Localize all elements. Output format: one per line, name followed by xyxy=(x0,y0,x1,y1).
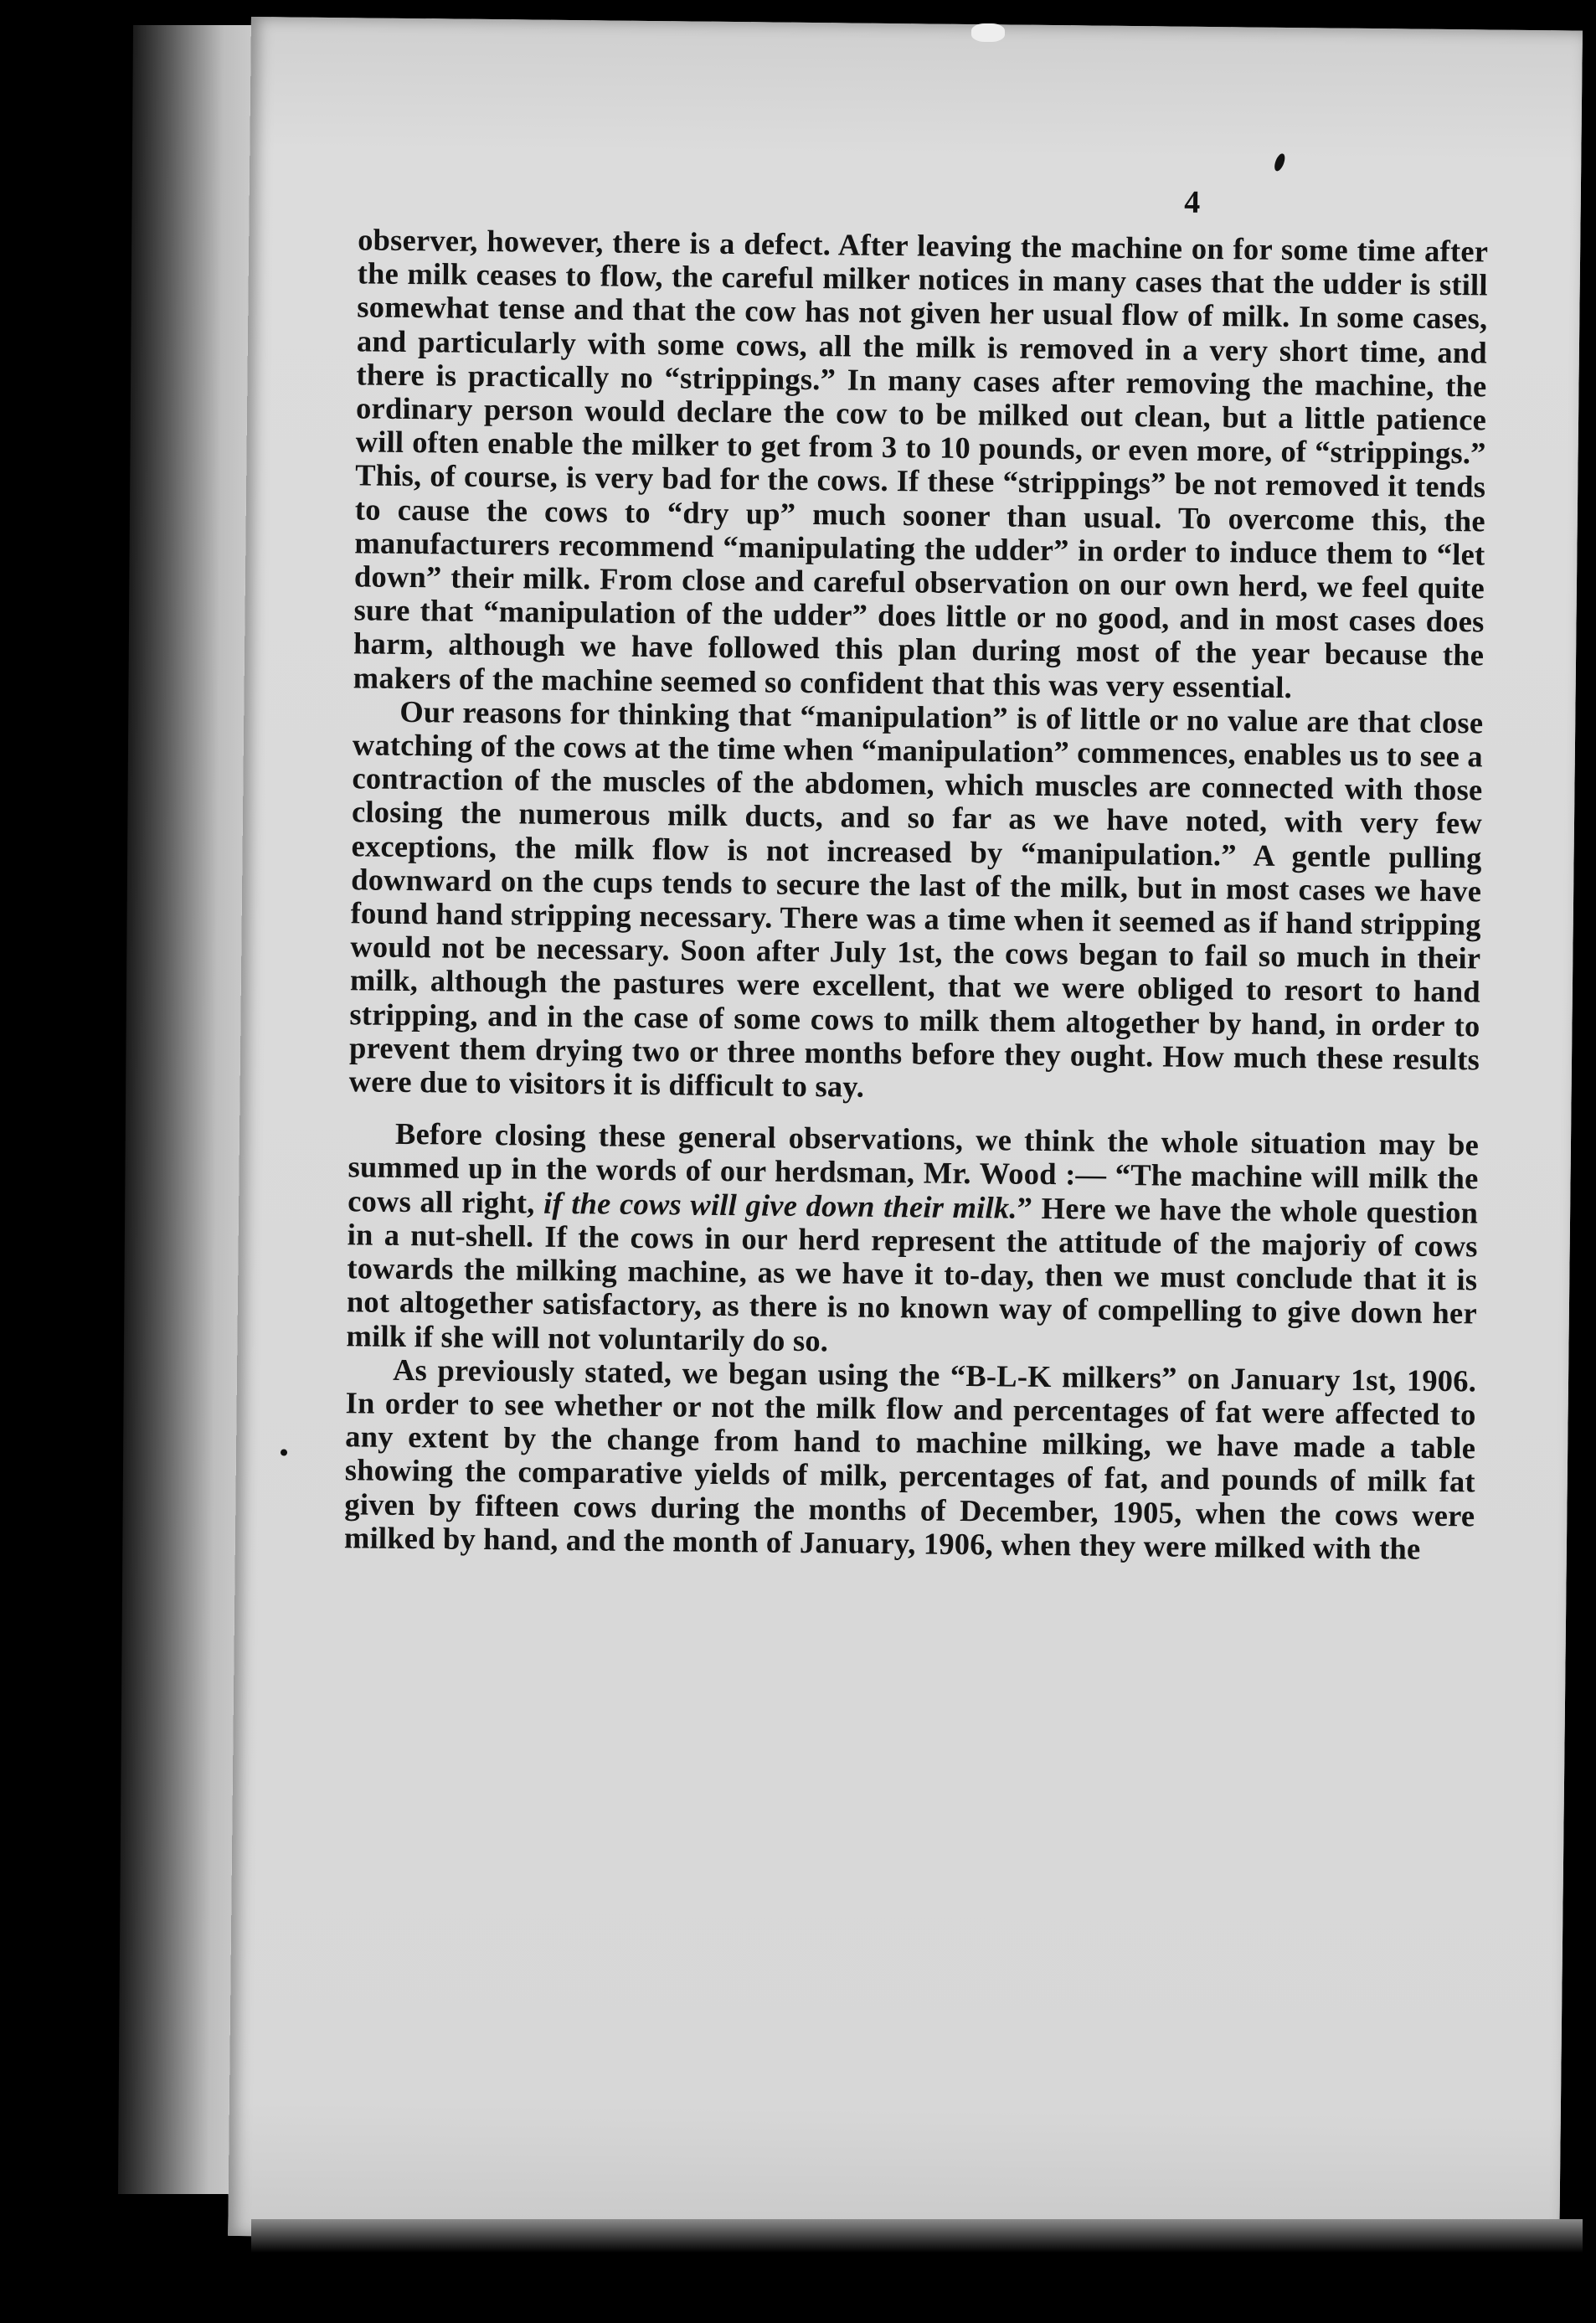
body-text xyxy=(344,223,1489,1566)
paragraph-1: observer, however, there is a defect. After leaving the machine on for some time after the milk ceases to flow, the careful milker notices in many cases that the udder is still somewhat tense and that the cow has not given her usual flow of milk. In some cases, and particularly with some cows, all the milk is removed in a very short time, and there is practically no “strippings.” In many cases after removing the machine, the ordinary person would declare the cow to be milked out clean, but a little patience will often enable the milker to get from 3 to 10 pounds, or even more, of “strippings.” This, of course, is very bad for the cows. If these “strippings” be not removed it tends to cause the cows to “dry up” much sooner than usual. To overcome this, the manufacturers recommend “manipulating the udder” in order to induce them to “let down” their milk. From close and careful observation on our own herd, we feel quite sure that “manipulation of the udder” does little or no good, and in most cases does harm, although we have followed this plan during most of the year because the makers of the machine seemed so confident that this was very essential. xyxy=(353,222,1489,704)
paragraph-2: Our reasons for thinking that “manipulation” is of little or no value are that close watching of the cows at the time when “manipulation” commences, enables us to see a contraction of the muscles of the abdomen, which muscles are connected with those closing the numerous milk ducts, and so far as we have noted, with very few exceptions, the milk flow is not increased by “manipulation.” A gentle pulling downward on the cups tends to secure the last of the milk, but in most cases we have found hand stripping necessary. There was a time when it seemed as if hand stripping would not be necessary. Soon after July 1st, the cows began to fail so much in their milk, although the pastures were excellent, that we were obliged to resort to hand stripping, and in the case of some cows to milk them altogether by hand, in order to prevent them drying two or three months before they ought. How much these results were due to visitors it is difficult to say. xyxy=(348,693,1484,1104)
paragraph-3-quote-italic: if the cows will give down their milk. xyxy=(543,1185,1017,1225)
binding-clip-mark xyxy=(971,23,1005,42)
page-number: 4 xyxy=(1184,184,1201,220)
paragraph-3-end: ” Here we have the whole question in a nut-shell. If the cows in our herd represent the attitude of the majoriy of cows towards the milking machine, as we have it to-day, then we must conclude that it is not altogether satisfactory, as there is no known way of compelling to give down her milk if she will not voluntarily do so. xyxy=(346,1190,1479,1357)
ink-speck xyxy=(1273,152,1287,173)
page-bottom-edge xyxy=(251,2219,1583,2253)
paragraph-3 xyxy=(346,1117,1479,1365)
paragraph-3-start: Before closing these general observations, we think the whole situation may be summed up in the words of our herdsman, Mr. Wood :— “The machine will milk the cows all right, xyxy=(347,1116,1480,1220)
paragraph-4: As previously stated, we began using the “B-L-K milkers” on January 1st, 1906. In order to see whether or not the milk flow and percentages of fat were affected to any extent by the change from hand to machine milking, we have made a table showing the comparative yields of milk, percentages of fat, and pounds of milk fat given by fifteen cows during the months of December, 1905, when the cows were milked by hand, and the month of January, 1906, when they were milked with the xyxy=(343,1352,1477,1566)
scanned-page xyxy=(228,17,1583,2250)
ink-speck xyxy=(281,1449,287,1455)
